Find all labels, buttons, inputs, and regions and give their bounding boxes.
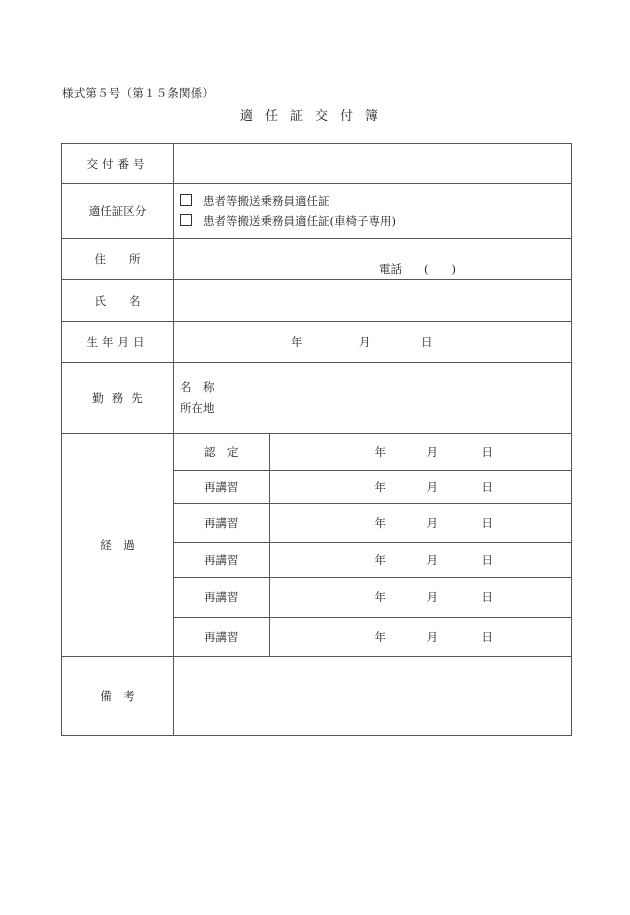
history-date[interactable] — [269, 503, 571, 542]
workplace-label: 勤務先 — [62, 363, 174, 434]
birth-year-unit: 年 — [291, 335, 303, 349]
history-row — [174, 470, 571, 503]
year-unit: 年 — [374, 515, 386, 530]
row-workplace — [62, 363, 572, 434]
workplace-location-label: 所在地 — [180, 401, 215, 415]
history-date[interactable] — [269, 577, 571, 617]
history-row — [174, 434, 571, 470]
issue-number-label: 交付番号 — [62, 144, 174, 184]
option-label: 患者等搬送乗務員適任証(車椅子専用) — [203, 214, 396, 228]
month-unit: 月 — [426, 444, 438, 459]
history-row — [174, 617, 571, 656]
form-reference: 様式第５号（第１５条関係） — [62, 86, 215, 100]
row-issue-number — [62, 144, 572, 184]
year-unit: 年 — [374, 479, 386, 494]
year-unit: 年 — [374, 629, 386, 644]
month-unit: 月 — [426, 515, 438, 530]
history-event: 再講習 — [174, 503, 269, 542]
name-label: 氏 名 — [62, 280, 174, 322]
day-unit: 日 — [481, 552, 493, 567]
history-row — [174, 542, 571, 577]
history-event: 認 定 — [174, 434, 269, 470]
register-table — [61, 143, 572, 736]
history-row — [174, 577, 571, 617]
year-unit: 年 — [374, 444, 386, 459]
history-date[interactable] — [269, 617, 571, 656]
history-row — [174, 503, 571, 542]
category-options — [174, 184, 572, 239]
address-label: 住 所 — [62, 239, 174, 280]
year-unit: 年 — [374, 552, 386, 567]
address-field[interactable] — [174, 239, 572, 280]
row-name — [62, 280, 572, 322]
phone-field — [379, 261, 460, 277]
workplace-field[interactable] — [174, 363, 572, 434]
month-unit: 月 — [426, 479, 438, 494]
row-remarks — [62, 657, 572, 736]
workplace-name-label: 名 称 — [180, 380, 215, 394]
history-date[interactable] — [269, 470, 571, 503]
history-event: 再講習 — [174, 470, 269, 503]
checkbox-icon[interactable] — [180, 214, 192, 226]
name-field[interactable] — [174, 280, 572, 322]
row-birth-date — [62, 322, 572, 363]
remarks-field[interactable] — [174, 657, 572, 736]
day-unit: 日 — [481, 444, 493, 459]
birth-date-label: 生年月日 — [62, 322, 174, 363]
history-table — [174, 434, 571, 656]
birth-month-unit: 月 — [359, 335, 371, 349]
phone-area-code-parens: ( ) — [424, 262, 456, 276]
birth-day-unit: 日 — [421, 335, 433, 349]
history-date[interactable] — [269, 434, 571, 470]
option-label: 患者等搬送乗務員適任証 — [203, 194, 330, 208]
day-unit: 日 — [481, 590, 493, 604]
history-event: 再講習 — [174, 542, 269, 577]
month-unit: 月 — [426, 590, 438, 604]
row-certificate-category — [62, 184, 572, 239]
remarks-label: 備 考 — [62, 657, 174, 736]
history-cell — [174, 434, 572, 657]
history-label: 経 過 — [62, 434, 174, 657]
document-title: 適任証交付簿 — [239, 109, 390, 124]
category-label: 適任証区分 — [62, 184, 174, 239]
birth-date-field[interactable] — [174, 322, 572, 363]
row-history — [62, 434, 572, 657]
day-unit: 日 — [481, 479, 493, 494]
category-option-wheelchair[interactable] — [174, 211, 571, 231]
month-unit: 月 — [426, 629, 438, 644]
history-event: 再講習 — [174, 577, 269, 617]
row-address — [62, 239, 572, 280]
history-date[interactable] — [269, 542, 571, 577]
month-unit: 月 — [426, 552, 438, 567]
category-option-standard[interactable] — [174, 191, 571, 211]
checkbox-icon[interactable] — [180, 194, 192, 206]
day-unit: 日 — [481, 515, 493, 530]
phone-label: 電話 — [379, 262, 402, 276]
issue-number-field[interactable] — [174, 144, 572, 184]
day-unit: 日 — [481, 629, 493, 644]
year-unit: 年 — [374, 590, 386, 604]
history-event: 再講習 — [174, 617, 269, 656]
